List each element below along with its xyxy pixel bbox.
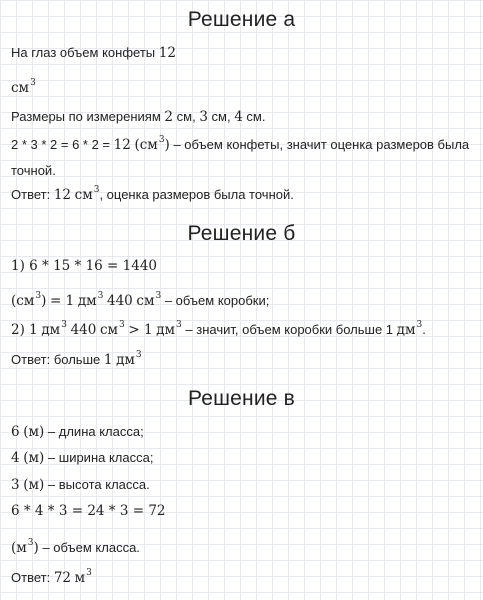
- c-line-2: 4 (м) – ширина класса;: [11, 450, 154, 466]
- section-b-title: Решение б: [187, 222, 296, 245]
- b-line-1: 1) 6 * 15 * 16 = 1440: [11, 258, 158, 274]
- c-line-4: 6 * 4 * 3 = 24 * 3 = 72: [11, 503, 166, 519]
- c-line-5: $(м^3)$ – объем класса.: [11, 538, 140, 556]
- b-line-2: $(см^3) = 1$ $дм^3$ 440 $см^3$ – объем коробки;: [11, 291, 270, 309]
- a-answer: Ответ: 12 $см^3$, оценка размеров была точной.: [11, 185, 294, 203]
- section-a-title: Решение а: [187, 8, 296, 31]
- c-line-3: 3 (м) – высота класса.: [11, 477, 150, 493]
- a-line-1: На глаз объем конфеты 12: [11, 45, 176, 61]
- a-line-4: 2 * 3 * 2 = 6 * 2 = 12 $(см^3)$ – объем конфеты, значит оценка размеров была: [11, 135, 470, 153]
- a-line-3: Размеры по измерениям 2 см, 3 см, 4 см.: [11, 109, 266, 125]
- a-line-2: $см^3$: [11, 78, 36, 96]
- c-line-1: 6 (м) – длина класса;: [11, 424, 144, 440]
- c-answer: Ответ: 72 $м^3$: [11, 568, 92, 586]
- b-line-3: 2) 1 $дм^3$ 440 $см^3 > 1$ $дм^3$ – значит, объем коробки больше 1 $дм^3$.: [11, 320, 426, 338]
- a-line-5: точной.: [11, 163, 56, 178]
- b-answer: Ответ: больше 1 $дм^3$: [11, 350, 142, 368]
- section-c-title: Решение в: [187, 387, 296, 410]
